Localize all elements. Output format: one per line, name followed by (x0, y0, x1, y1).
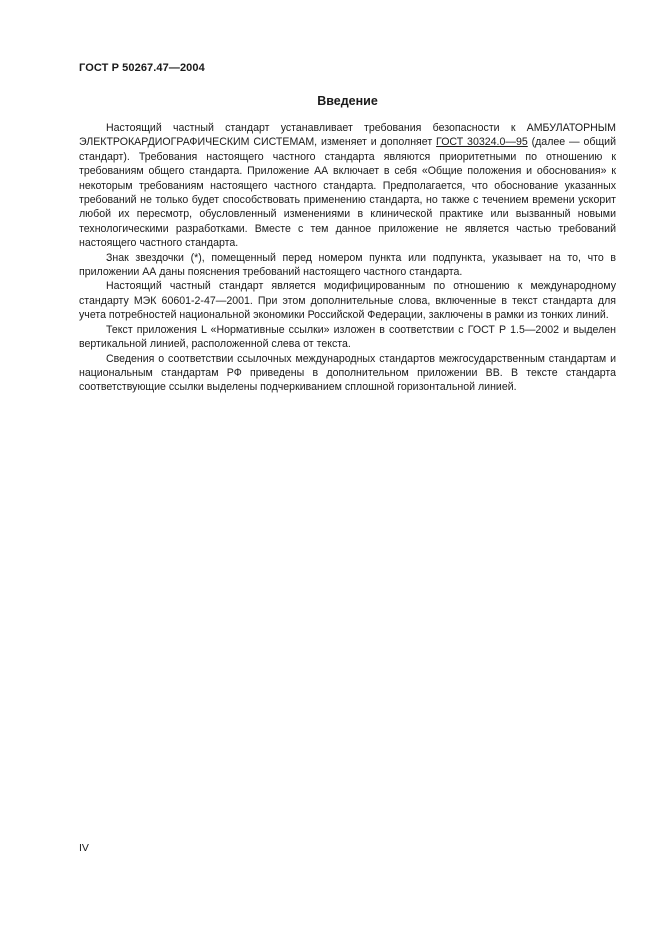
paragraph-annex-l: Текст приложения L «Нормативные ссылки» изложен в соответствии с ГОСТ Р 1.5—2002 и выделен вертикальной линией, расположенной слева от текста. (79, 323, 616, 351)
section-title: Введение (317, 94, 378, 108)
paragraph-scope-text-end: (далее — общий стандарт). Требования настоящего частного стандарта являются приоритетными по отношению к требованиям общего стандарта. Приложение АА включает в себя «Общие положения и обоснования» к некоторым требованиям настоящего частного стандарта. Предполагается, что обоснование указанных требований не только будет способствовать применению стандарта, но также с течением времени ускорит любой их пересмотр, обусловленный изменениями в клинической практике или вызванный новыми технологическими разработками. Вместе с тем данное приложение не является частью требований настоящего частного стандарта. (79, 136, 616, 250)
standard-reference-link: ГОСТ 30324.0—95 (436, 136, 528, 149)
paragraph-scope-text-start: Настоящий частный стандарт устанавливает требования безопасности к АМБУЛАТОРНЫМ ЭЛЕКТРОКАРДИОГРАФИЧЕСКИМ СИСТЕМАМ, изменяет и дополняет (79, 122, 616, 149)
paragraph-correspondence: Сведения о соответствии ссылочных международных стандартов межгосударственным стандартам и национальным стандартам РФ приведены в дополнительном приложении ВВ. В тексте стандарта соответствующие ссылки выделены подчеркиванием сплошной горизонтальной линией. (79, 352, 616, 394)
introduction-body (79, 121, 616, 395)
paragraph-scope (79, 121, 616, 251)
page-number: IV (79, 842, 89, 854)
standard-code-header: ГОСТ Р 50267.47—2004 (79, 62, 205, 74)
paragraph-asterisk-note: Знак звездочки (*), помещенный перед номером пункта или подпункта, указывает на то, что в приложении АА даны пояснения требований настоящего частного стандарта. (79, 251, 616, 279)
paragraph-modification: Настоящий частный стандарт является модифицированным по отношению к международному стандарту МЭК 60601-2-47—2001. При этом дополнительные слова, включенные в текст стандарта для учета потребностей национальной экономики Российской Федерации, заключены в рамки из тонких линий. (79, 280, 616, 322)
